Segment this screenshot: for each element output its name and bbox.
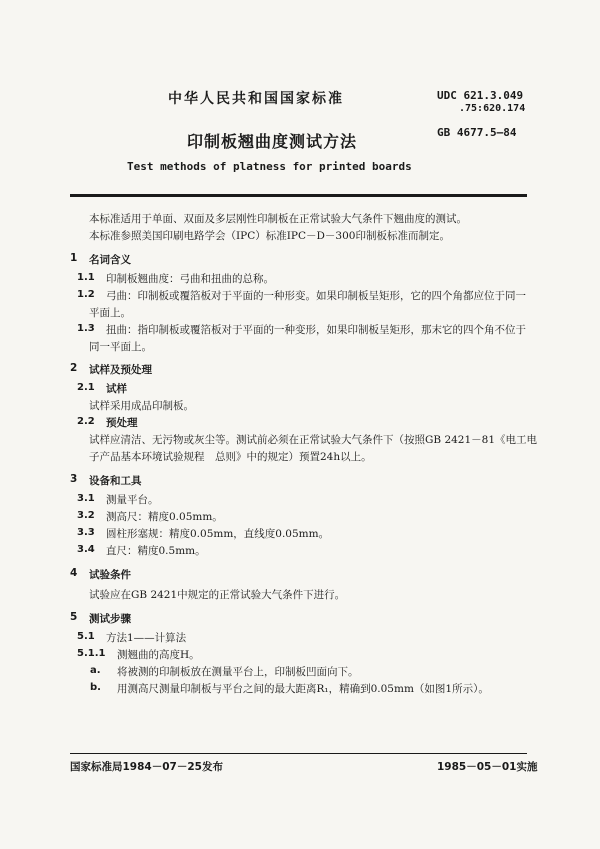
item-2-1-number: 2.1 (77, 382, 95, 393)
item-3-2-number: 3.2 (77, 510, 95, 521)
item-a-label: a. (90, 665, 101, 676)
item-3-2-text: 测高尺：精度0.05mm。 (106, 511, 223, 523)
item-1-2-text-cont: 平面上。 (89, 307, 131, 319)
item-3-3-number: 3.3 (77, 527, 95, 538)
item-1-3-number: 1.3 (77, 323, 95, 334)
item-2-2-heading: 预处理 (106, 417, 138, 429)
item-1-1-number: 1.1 (77, 272, 95, 283)
item-b-text: 用测高尺测量印制板与平台之间的最大距离R₁，精确到0.05mm（如图1所示）。 (117, 683, 489, 695)
item-5-1-1-number: 5.1.1 (77, 648, 106, 659)
section-4-number: 4 (70, 567, 78, 579)
header-divider (70, 194, 527, 197)
item-5-1-1-text: 测翘曲的高度H。 (117, 649, 200, 661)
section-3-heading: 设备和工具 (89, 475, 142, 487)
item-2-2-text: 试样应清洁、无污物或灰尘等。测试前必须在正常试验大气条件下（按照GB 2421－81《电工电 (89, 434, 538, 446)
item-3-4-number: 3.4 (77, 544, 95, 555)
issued-date: 国家标准局1984－07－25发布 (70, 761, 223, 773)
section-5-heading: 测试步骤 (89, 613, 131, 625)
section-2-heading: 试样及预处理 (89, 364, 152, 376)
item-1-2-text: 弓曲：印制板或覆箔板对于平面的一种形变。如果印制板呈矩形，它的四个角都应位于同一 (106, 290, 526, 302)
item-3-4-text: 直尺：精度0.5mm。 (106, 545, 206, 557)
document-title-en: Test methods of platness for printed boards (127, 160, 412, 173)
item-2-2-number: 2.2 (77, 416, 95, 427)
item-3-1-number: 3.1 (77, 493, 95, 504)
item-1-2-number: 1.2 (77, 289, 95, 300)
item-2-2-text-cont: 子产品基本环境试验规程 总则》中的规定）预置24h以上。 (89, 451, 372, 463)
footer-divider (70, 753, 527, 754)
item-2-1-heading: 试样 (106, 383, 127, 395)
intro-paragraph-1: 本标准适用于单面、双面及多层刚性印制板在正常试验大气条件下翘曲度的测试。 (89, 213, 467, 225)
section-1-number: 1 (70, 252, 78, 264)
item-5-1-number: 5.1 (77, 631, 95, 642)
standard-organization: 中华人民共和国国家标准 (168, 91, 344, 107)
intro-paragraph-2: 本标准参照美国印刷电路学会（IPC）标准IPC－D－300印制板标准而制定。 (89, 230, 450, 242)
item-1-3-text-cont: 同一平面上。 (89, 341, 152, 353)
gb-standard-number: GB 4677.5—84 (437, 126, 517, 139)
item-2-1-text: 试样采用成品印制板。 (89, 400, 194, 412)
item-1-1-text: 印制板翘曲度：弓曲和扭曲的总称。 (106, 273, 274, 285)
section-4-text: 试验应在GB 2421中规定的正常试验大气条件下进行。 (89, 589, 346, 601)
section-2-number: 2 (70, 362, 78, 374)
section-5-number: 5 (70, 611, 78, 623)
section-4-heading: 试验条件 (89, 569, 131, 581)
item-5-1-text: 方法1——计算法 (106, 632, 187, 644)
item-3-1-text: 测量平台。 (106, 494, 159, 506)
document-title-cn: 印制板翘曲度测试方法 (187, 132, 358, 151)
udc-code-line1: UDC 621.3.049 (437, 89, 524, 102)
effective-date: 1985－05－01实施 (437, 761, 538, 773)
item-3-3-text: 圆柱形塞规：精度0.05mm，直线度0.05mm。 (106, 528, 330, 540)
item-1-3-text: 扭曲：指印制板或覆箔板对于平面的一种变形，如果印制板呈矩形，那末它的四个角不位于 (106, 324, 526, 336)
item-b-label: b. (90, 682, 101, 693)
item-a-text: 将被测的印制板放在测量平台上，印制板凹面向下。 (117, 666, 359, 678)
udc-code-line2: .75:620.174 (459, 103, 526, 114)
section-1-heading: 名词含义 (89, 254, 131, 266)
section-3-number: 3 (70, 473, 78, 485)
